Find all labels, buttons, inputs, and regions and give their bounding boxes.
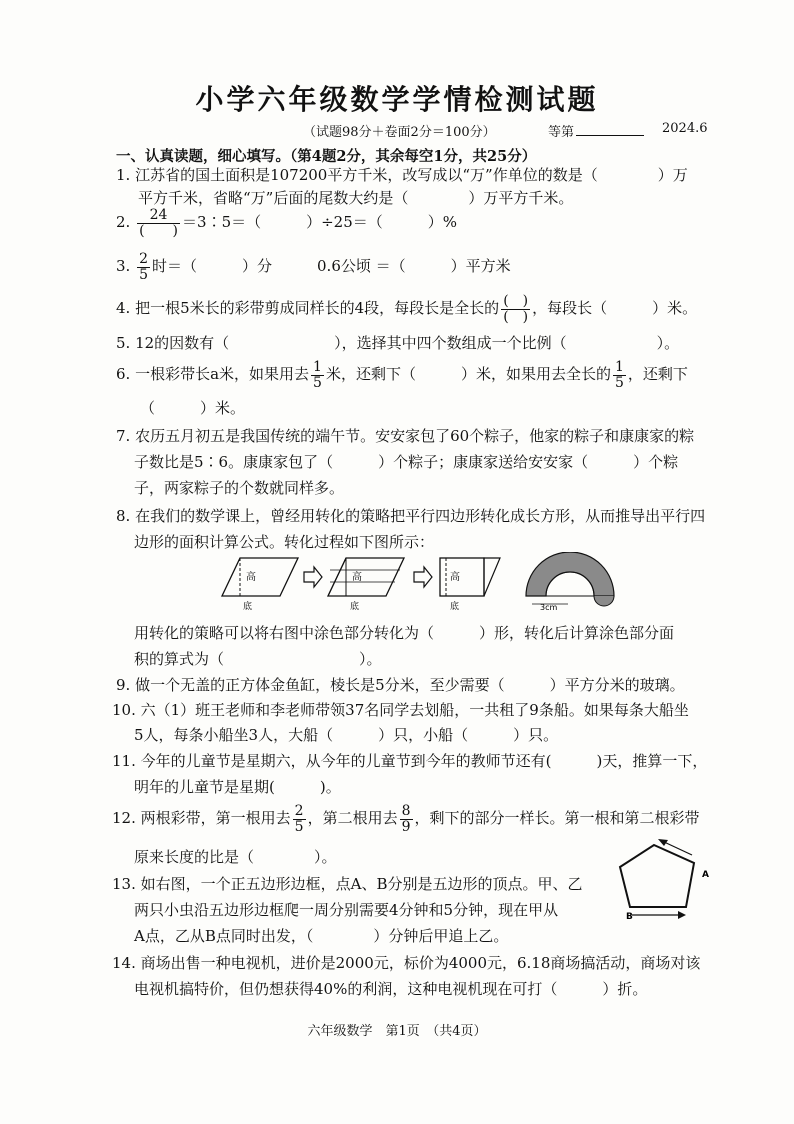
question-8-line3: 用转化的策略可以将右图中涂色部分转化为（ ）形，转化后计算涂色部分面 (134, 624, 675, 642)
question-1-line2: 平方千米，省略“万”后面的尾数大约是（ ）万平方千米。 (138, 189, 574, 207)
question-12: 12. 两根彩带，第一根用去 $\frac{2}{5}$ ，第二根用去 $\frac{8}{9}$ ，剩下的部分一样长。第一根和第二根彩带 (112, 803, 700, 835)
question-7: 7. 农历五月初五是我国传统的端午节。安安家包了60个粽子，他家的粽子和康康家的粽 (116, 427, 695, 445)
pentagon-figure (610, 835, 720, 925)
page-footer: 六年级数学 第1页 （共4页） (307, 1024, 487, 1039)
base-label: 底 (450, 602, 460, 612)
fraction: $\frac{1}{5}$ (614, 359, 624, 391)
rectangle-shape (440, 558, 484, 596)
question-14-line2: 电视机搞特价，但仍想获得40%的利润，这种电视机现在可打（ ）折。 (134, 980, 648, 998)
question-10: 10. 六（1）班王老师和李老师带领37名同学去划船，一共租了9条船。如果每条大船坐 (112, 701, 689, 719)
fraction: $\frac{2}{5}$ (294, 803, 304, 835)
score-note: （试题98分＋卷面2分＝100分） (303, 125, 496, 140)
question-4: 4. 把一根5米长的彩带剪成同样长的4段，每段长是全长的 $\frac{( )}{( )}$ ，每段长（ ）米。 (116, 293, 698, 325)
arrow-icon (678, 911, 686, 919)
parallelogram-shape (222, 558, 298, 596)
base-label: 底 (350, 602, 360, 612)
question-6: 6. 一根彩带长a米，如果用去 $\frac{1}{5}$ 米，还剩下（ ）米，如果用去全长的 $\frac{1}{5}$ ，还剩下 (116, 359, 688, 391)
question-6-line2: （ ）米。 (140, 399, 246, 417)
grade-label: 等第 (548, 121, 644, 140)
point-a-label: A (702, 870, 709, 880)
question-13-line3: A点，乙从B点同时出发，（ ）分钟后甲追上乙。 (134, 927, 509, 945)
parallelogram-cut-shape (328, 558, 404, 596)
question-8-line4: 积的算式为（ ）。 (134, 650, 382, 668)
shaded-ring-shape (526, 552, 614, 596)
question-7-line2: 子数比是5∶6。康康家包了（ ）个粽子；康康家送给安安家（ ）个粽 (134, 453, 679, 471)
question-3: 3. $\frac{2}{5}$ 时＝（ ）分 0.6公顷 ＝（ ）平方米 (116, 251, 511, 283)
transformation-figure (200, 552, 630, 614)
fraction: $\frac{24}{( )}$ (139, 207, 179, 239)
arrow-right-icon (414, 567, 432, 587)
question-12-line2: 原来长度的比是（ ）。 (134, 848, 337, 866)
page-title: 小学六年级数学学情检测试题 (195, 83, 599, 116)
height-label: 高 (450, 572, 460, 583)
question-10-line2: 5人，每条小船坐3人，大船（ ）只，小船（ ）只。 (134, 726, 559, 744)
question-8-line2: 边形的面积计算公式。转化过程如下图所示： (134, 533, 435, 551)
height-label: 高 (246, 572, 256, 583)
question-14: 14. 商场出售一种电视机，进价是2000元，标价为4000元，6.18商场搞活动，商场对该 (112, 954, 701, 972)
question-13-line2: 两只小虫沿五边形边框爬一周分别需要4分钟和5分钟，现在甲从 (134, 901, 559, 919)
question-2: 2. $\frac{24}{( )}$ ＝3∶5＝（ ）÷25＝（ ）% (116, 207, 458, 239)
point-b-label: B (626, 912, 633, 922)
fraction: $\frac{2}{5}$ (139, 251, 149, 283)
dimension-label: 3cm (540, 603, 558, 612)
fraction: $\frac{1}{5}$ (313, 359, 322, 391)
fraction: $\frac{8}{9}$ (401, 803, 411, 835)
height-label: 高 (352, 572, 362, 583)
pentagon-shape (620, 845, 694, 907)
arrow-right-icon (304, 567, 322, 587)
exam-date: 2024.6 (662, 121, 708, 136)
question-11-line2: 明年的儿童节是星期( )。 (134, 778, 341, 796)
question-13: 13. 如右图，一个正五边形边框，点A、B分别是五边形的顶点。甲、乙 (112, 875, 583, 893)
question-1: 1. 江苏省的国土面积是107200平方千米，改写成以“万”作单位的数是（ ）万 (116, 166, 688, 184)
question-8: 8. 在我们的数学课上，曾经用转化的策略把平行四边形转化成长方形，从而推导出平行四 (116, 507, 706, 525)
question-5: 5. 12的因数有（ ），选择其中四个数组成一个比例（ ）。 (116, 334, 680, 352)
question-7-line3: 子，两家粽子的个数就同样多。 (134, 479, 345, 497)
section-1-heading: 一、认真读题，细心填写。（第4题2分，其余每空1分，共25分） (116, 148, 537, 165)
question-11: 11. 今年的儿童节是星期六，从今年的儿童节到今年的教师节还有( )天，推算一下， (112, 752, 708, 770)
question-9: 9. 做一个无盖的正方体金鱼缸，棱长是5分米，至少需要（ ）平方分米的玻璃。 (116, 676, 685, 694)
fraction: $\frac{( )}{( )}$ (503, 293, 529, 325)
base-label: 底 (243, 602, 253, 612)
